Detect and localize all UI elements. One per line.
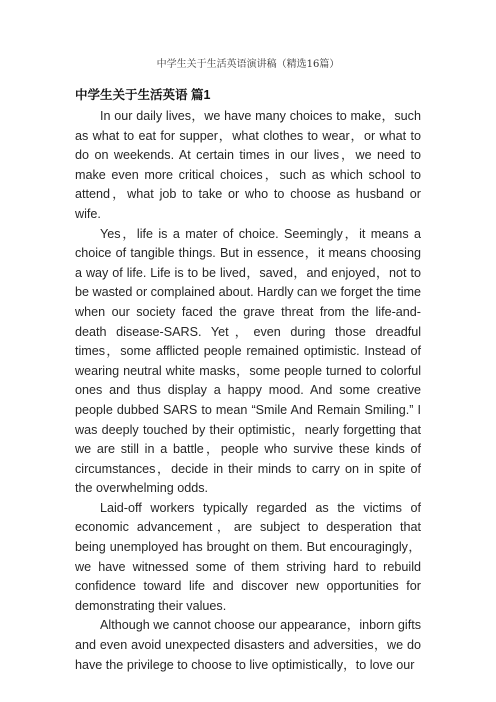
document-body bbox=[75, 86, 421, 675]
paragraph: Although we cannot choose our appearance，inborn gifts and even avoid unexpected disasters and adversities，we do have the privilege to choose to live optimistically，to love our bbox=[75, 618, 421, 672]
paragraph: Yes，life is a mater of choice. Seemingly，it means a choice of tangible things. But in essence，it means choosing a way of life. Life is to be lived，saved，and enjoyed，not to be wasted or complained about. Hardly can we forget the time when our society faced the grave threat from the life-and-death disease-SARS. Yet，even during those dreadful times，some afflicted people remained optimistic. Instead of wearing neutral white masks，some people turned to colorful ones and thus display a happy mood. And some creative people dubbed SARS to mean “Smile And Remain Smiling.” I was deeply touched by their optimistic，nearly forgetting that we are still in a battle，people who survive these kinds of circumstances，decide in their minds to carry on in spite of the overwhelming odds. bbox=[75, 226, 421, 496]
running-header: 中学生关于生活英语演讲稿（精选16篇） bbox=[156, 59, 340, 70]
paragraph: In our daily lives，we have many choices to make，such as what to eat for supper，what clothes to wear，or what to do on weekends. At certain times in our lives，we need to make even more critical choices，such as which school to attend，what job to take or who to choose as husband or wife. bbox=[75, 109, 421, 221]
paragraph: Laid-off workers typically regarded as the victims of economic advancement，are subject to desperation that being unemployed has brought on them. But encouragingly，we have witnessed some of them striving hard to rebuild confidence toward life and discover new opportunities for demonstrating their values. bbox=[75, 500, 421, 613]
section-heading: 中学生关于生活英语 篇1 bbox=[75, 88, 211, 102]
